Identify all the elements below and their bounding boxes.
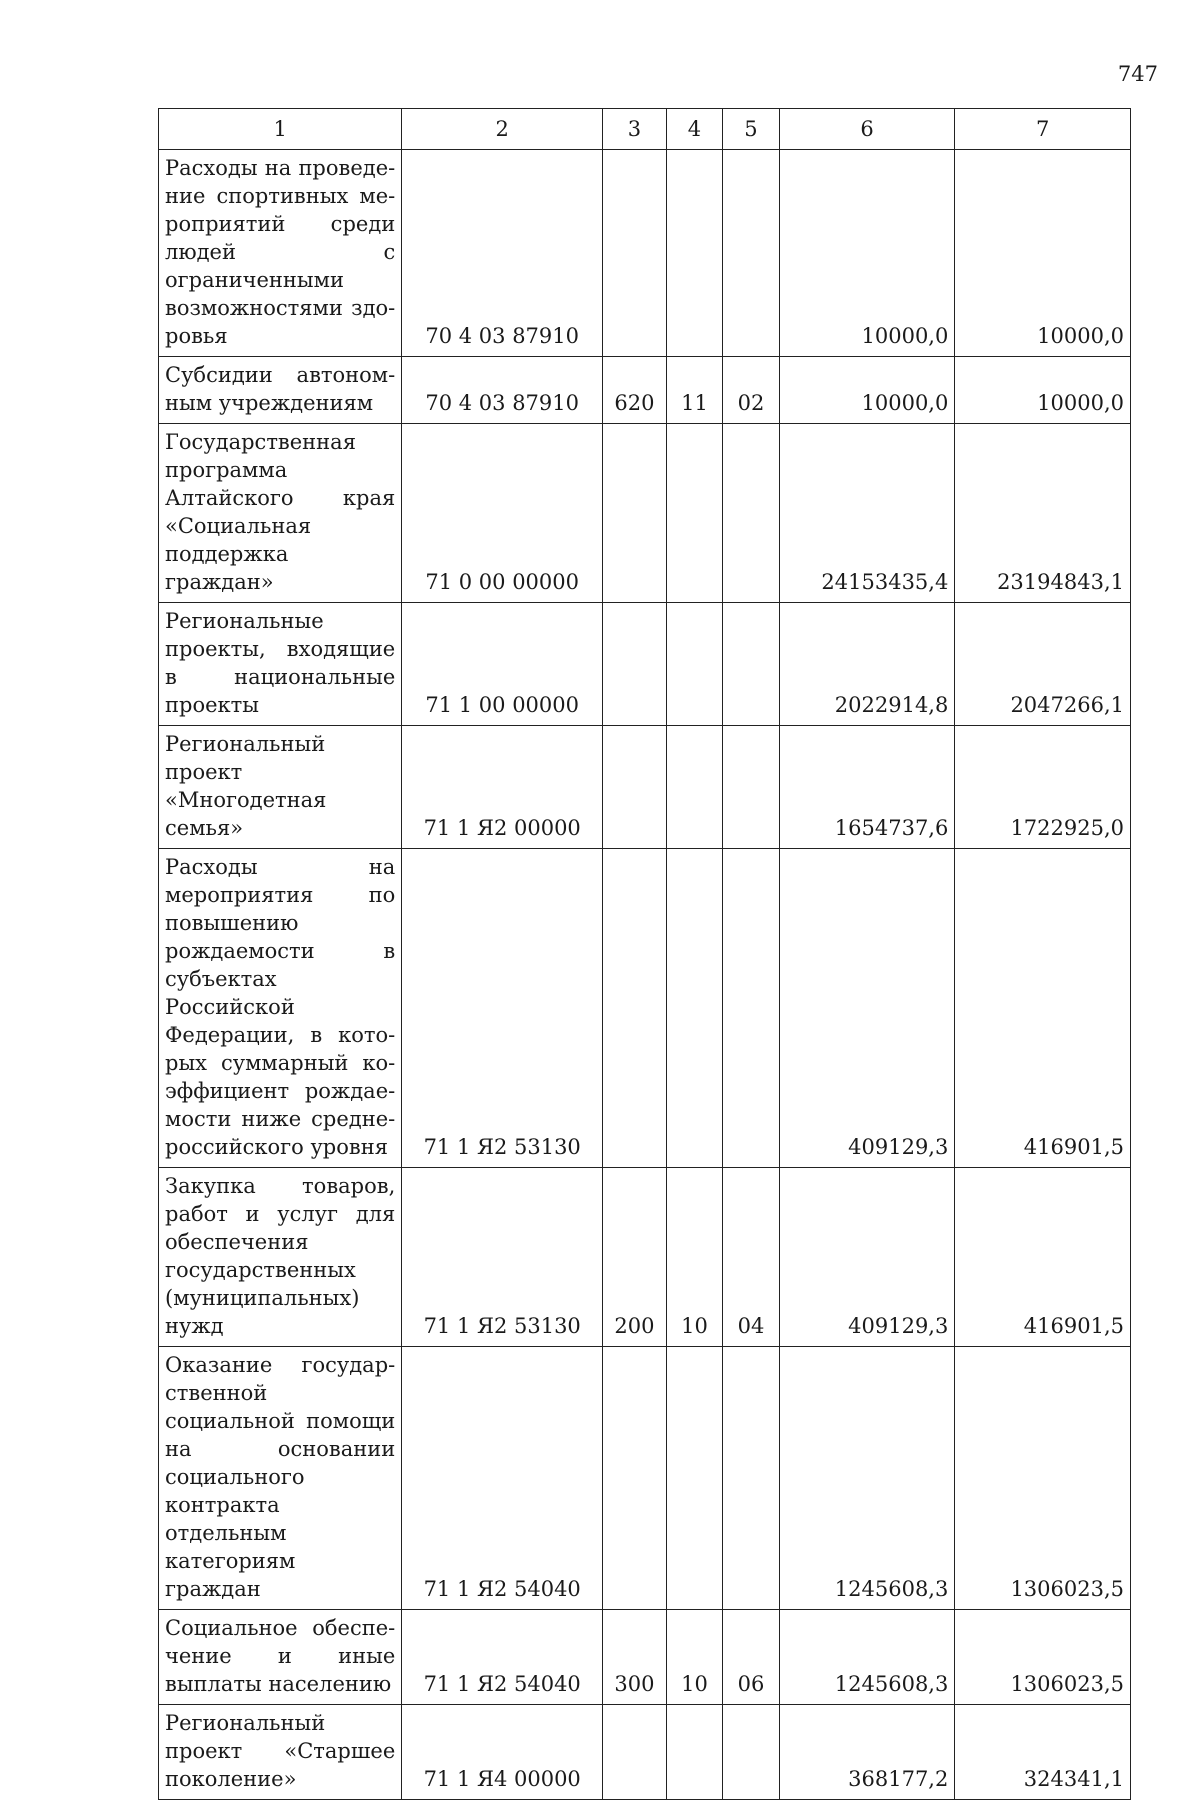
table-row [159, 603, 1131, 726]
table-row [159, 424, 1131, 603]
row-name: Региональный проект «Старшее поколение» [159, 1705, 402, 1800]
row-code: 71 1 Я2 53130 [402, 849, 603, 1168]
row-c4 [666, 849, 723, 1168]
row-c5 [723, 1705, 780, 1800]
row-code: 71 1 Я2 54040 [402, 1347, 603, 1610]
row-amount-7: 1306023,5 [955, 1347, 1131, 1610]
row-name: Расходы на проведение спортивных мероприятий среди людей с ограниченными возможностями здоровья [159, 150, 402, 357]
column-header: 6 [779, 109, 955, 150]
row-c3: 200 [603, 1168, 667, 1347]
row-c4: 11 [666, 357, 723, 424]
budget-table [158, 108, 1131, 1800]
table-row [159, 1610, 1131, 1705]
table-row [159, 849, 1131, 1168]
row-c3: 300 [603, 1610, 667, 1705]
row-c5 [723, 849, 780, 1168]
row-c5: 06 [723, 1610, 780, 1705]
row-c5 [723, 150, 780, 357]
column-header: 7 [955, 109, 1131, 150]
table-row [159, 357, 1131, 424]
table-row [159, 726, 1131, 849]
row-amount-6: 409129,3 [779, 849, 955, 1168]
row-amount-6: 368177,2 [779, 1705, 955, 1800]
row-name: Субсидии автономным учреждениям [159, 357, 402, 424]
row-amount-6: 1245608,3 [779, 1347, 955, 1610]
column-header: 4 [666, 109, 723, 150]
column-header: 5 [723, 109, 780, 150]
row-amount-6: 409129,3 [779, 1168, 955, 1347]
row-c3 [603, 150, 667, 357]
row-c5 [723, 726, 780, 849]
row-code: 71 0 00 00000 [402, 424, 603, 603]
row-c4 [666, 1347, 723, 1610]
row-amount-7: 1306023,5 [955, 1610, 1131, 1705]
row-amount-6: 24153435,4 [779, 424, 955, 603]
row-c5 [723, 603, 780, 726]
row-amount-7: 10000,0 [955, 150, 1131, 357]
row-code: 71 1 Я2 54040 [402, 1610, 603, 1705]
row-amount-6: 2022914,8 [779, 603, 955, 726]
row-amount-6: 1654737,6 [779, 726, 955, 849]
row-c4 [666, 424, 723, 603]
row-c4: 10 [666, 1610, 723, 1705]
row-amount-7: 416901,5 [955, 1168, 1131, 1347]
row-c3: 620 [603, 357, 667, 424]
row-amount-6: 1245608,3 [779, 1610, 955, 1705]
row-code: 71 1 00 00000 [402, 603, 603, 726]
row-c5 [723, 424, 780, 603]
row-name: Региональный проект «Многодетная семья» [159, 726, 402, 849]
row-amount-6: 10000,0 [779, 357, 955, 424]
row-c3 [603, 424, 667, 603]
row-amount-7: 1722925,0 [955, 726, 1131, 849]
row-c4 [666, 726, 723, 849]
row-amount-6: 10000,0 [779, 150, 955, 357]
row-amount-7: 2047266,1 [955, 603, 1131, 726]
row-amount-7: 10000,0 [955, 357, 1131, 424]
row-c3 [603, 726, 667, 849]
row-name: Расходы на мероприятия по повышению рождаемости в субъектах Российской Федерации, в которых суммарный коэффициент рождаемости ниже среднероссийского уровня [159, 849, 402, 1168]
row-c4 [666, 150, 723, 357]
header-row [159, 109, 1131, 150]
row-c3 [603, 1347, 667, 1610]
row-name: Региональные проекты, входящие в национальные проекты [159, 603, 402, 726]
column-header: 3 [603, 109, 667, 150]
row-amount-7: 324341,1 [955, 1705, 1131, 1800]
row-c4: 10 [666, 1168, 723, 1347]
row-name: Государственная программа Алтайского края «Социальная поддержка граждан» [159, 424, 402, 603]
row-amount-7: 23194843,1 [955, 424, 1131, 603]
table-row [159, 1705, 1131, 1800]
row-amount-7: 416901,5 [955, 849, 1131, 1168]
row-c4 [666, 603, 723, 726]
row-c3 [603, 1705, 667, 1800]
row-code: 71 1 Я4 00000 [402, 1705, 603, 1800]
row-code: 70 4 03 87910 [402, 150, 603, 357]
row-c5 [723, 1347, 780, 1610]
column-header: 2 [402, 109, 603, 150]
row-name: Оказание государственной социальной помощи на основании социального контракта отдельным категориям граждан [159, 1347, 402, 1610]
row-name: Закупка товаров, работ и услуг для обеспечения государственных (муниципальных) нужд [159, 1168, 402, 1347]
row-name: Социальное обеспечение и иные выплаты населению [159, 1610, 402, 1705]
row-code: 71 1 Я2 00000 [402, 726, 603, 849]
row-c3 [603, 849, 667, 1168]
row-code: 70 4 03 87910 [402, 357, 603, 424]
page-number: 747 [1117, 62, 1158, 86]
row-c3 [603, 603, 667, 726]
table-row [159, 150, 1131, 357]
row-c5: 04 [723, 1168, 780, 1347]
column-header: 1 [159, 109, 402, 150]
row-code: 71 1 Я2 53130 [402, 1168, 603, 1347]
row-c4 [666, 1705, 723, 1800]
table-row [159, 1347, 1131, 1610]
row-c5: 02 [723, 357, 780, 424]
table-row [159, 1168, 1131, 1347]
